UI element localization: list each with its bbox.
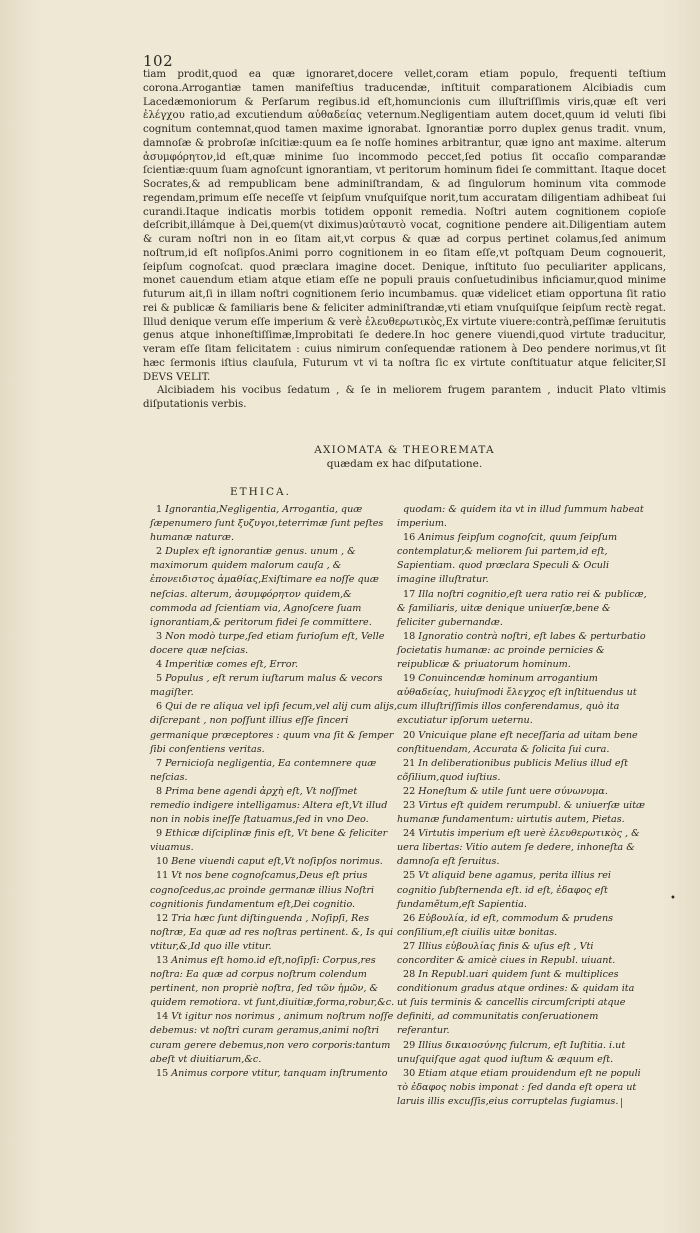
axiom-text: Vnicuique plane eſt neceſſaria ad uitam bene conſtituendam, Accurata & ſolicita ſui cura.	[397, 729, 638, 755]
axiom-number: 26	[403, 912, 416, 924]
axiom-item	[397, 588, 647, 630]
axiom-number: 12	[156, 912, 169, 924]
axiom-text: Bene viuendi caput eſt,Vt noſipſos norimus.	[171, 856, 383, 868]
axiom-item	[397, 757, 647, 785]
axiom-text: Animus corpore vtitur, tanquam inſtrumento	[171, 1067, 388, 1079]
axiom-item	[397, 503, 647, 531]
axiom-item	[397, 672, 647, 728]
axiom-number: 11	[156, 870, 169, 882]
axiom-text: Ignorantia,Negligentia, Arrogantia, quæ ſæpenumero ſunt ξυζυγοι,teterrimæ ſunt peſtes humanæ naturæ.	[150, 504, 384, 544]
axiom-text: Imperitiæ comes eſt, Error.	[165, 659, 299, 671]
axiom-text: Εὐβουλία, id eſt, commodum & prudens conſilium,eſt ciuilis uitæ bonitas.	[397, 912, 614, 938]
axiom-number: 2	[156, 546, 163, 558]
axiom-number: 9	[156, 828, 163, 840]
axiom-number: 22	[403, 785, 416, 797]
axiom-item	[150, 630, 400, 658]
axiom-text: Ignoratio contrà noſtri, eſt labes & perturbatio ſocietatis humanæ: ac proinde pernicies & reipublicæ & priuatorum hominum.	[397, 630, 646, 671]
axiom-number: 1	[156, 504, 163, 515]
axiom-text: Animus ſeipſum cognoſcit, quum ſeipſum contemplatur,& meliorem ſui partem,id eſt, Sapientiam. quod præclara Speculi & Oculi imagine illuſtratur.	[397, 532, 618, 586]
axiom-item	[397, 531, 647, 587]
axiom-item	[397, 799, 647, 827]
axiom-item	[397, 1039, 647, 1067]
axiom-item	[150, 700, 400, 756]
body-paragraph-1: tiam prodit,quod ea quæ ignoraret,docere vellet,coram etiam populo, frequenti teſtium corona.Arrogantiæ tamen manifeſtius traducendæ, inſtituit comparationem Alcibiadis cum Lacedæmoniorum & Perſarum regibus.id eſt,homuncionis cum illuſtriſſimis viris,quæ eſt veri ἐλέγχου ratio,ad excutiendum αὐθαδείας veternum.Negligentiam autem docet,quum id veluti ſibi cognitum contemnat,quod tamen maxime ignorabat. Ignorantiæ porro duplex genus tradit. vnum, damnoſæ & probroſæ inſcitiæ:quum ea ſe noſſe homines arbitrantur, quæ igno ant maxime. alterum ἀσυμφόρητον,id eſt,quæ minime ſuo incommodo peccet,ſed potius ſit occaſio comparandæ ſcientiæ:quum ſuam agnoſcunt ignorantiam, vt peritorum hominum fidei ſe committant. Itaque docet Socrates,& ad rempublicam bene adminiſtrandam, & ad ſingulorum hominum vita commode regendam,primum eſſe neceſſe vt ſeipſum vnuſquiſque norit,tum accuratam diligentiam adhibeat ſui curandi.Itaque indicatis morbis totidem opponit remedia. Noſtri autem cognitionem copioſe deſcribit,illámque à Dei,quem(vt diximus)αὐταυτὸ vocat, cognitione pendere ait.Diligentiam autem & curam noſtri non in eo ſitam ait,vt corpus & quæ ad corpus pertinet colamus,ſed animum noſtrum,id eſt noſipſos.Animi porro cognitionem in eo ſitam eſſe,vt poſtquam Deum cognouerit, ſeipſum cognoſcat. quod præclara imagine docet. Denique, inſtituto ſuo peculiariter applicans, monet cauendum etiam atque etiam eſſe ne populi prauis conſuetudinibus inficiamur,quod minime futurum ait,ſi in illam noſtri cognitionem ſerio incumbamus. quæ videlicet etiam opportuna ſit ratio rei & publicæ & familiaris bene & feliciter adminiſtrandæ,vti etiam vnuſquiſque ſeipſum rectè regat. Illud denique verum eſſe imperium & verè ἐλευθερωτικὸς,Ex virtute viuere:contrà,peſſimæ ſeruitutis genus atque inhoneſtiſſimæ,Improbitati ſe dedere.In hoc genere viuendi,quod virtute traducitur, veram eſſe ſitam felicitatem : cuius nimirum conſequendæ rationem à Deo pendere norimus,vt ſit hæc ſermonis iſtius clauſula, Futurum vt vi ta noſtra ſic ex virtute conſtituatur atque feliciter,SI DEVS VELIT.	[143, 69, 666, 383]
axiom-text: Conuincendæ hominum arrogantium αὐθαδείας, huiuſmodi ἔλεγχος eſt inſtituendus ut cum illuſtriſſimis illos conferendamus, quò ita excutiatur ipſorum ueternu.	[397, 673, 637, 727]
axiom-number: 24	[403, 828, 416, 840]
axiom-text: Vt igitur nos norimus , animum noſtrum noſſe debemus: vt noſtri curam geramus,animi noſtri curam gerere debemus,non vero corporis:tantum abeſt vt diuitiarum,&c.	[150, 1011, 394, 1065]
axiom-item	[150, 503, 400, 545]
axiom-number: 10	[156, 856, 169, 868]
axiom-text: Illa noſtri cognitio,eſt uera ratio rei & publicæ, & familiaris, uitæ denique uniuerſæ,bene & feliciter gubernandæ.	[397, 588, 647, 628]
axiom-number: 18	[403, 630, 416, 642]
axiom-item	[150, 785, 400, 827]
axiom-number: 7	[156, 757, 163, 769]
axiom-text: Ethicæ diſciplinæ finis eſt, Vt bene & feliciter viuamus.	[150, 828, 388, 854]
axiom-text: Honeſtum & utile ſunt uere σύνωνυμα.	[418, 785, 608, 797]
axiom-text: Pernicioſa negligentia, Ea contemnere quæ neſcias.	[150, 757, 377, 783]
axiom-text: Prima bene agendi ἀρχὴ eſt, Vt noſſmet remedio indigere intelligamus: Altera eſt,Vt illud non in nobis ineſſe ſtatuamus,ſed in vno Deo.	[150, 785, 388, 826]
axiom-item	[150, 1067, 400, 1081]
axiom-text: Populus , eſt rerum iuſtarum malus & vecors magiſter.	[150, 673, 383, 699]
axiom-text: Vt aliquid bene agamus, perita illius rei cognitio ſubſternenda eſt. id eſt, ἐδαφος eſt fundamẽtum,eſt Sapientia.	[397, 870, 611, 910]
axiom-item	[150, 855, 400, 869]
axiom-number: 16	[403, 532, 416, 544]
axiom-number: 3	[156, 630, 163, 642]
axiom-item	[397, 968, 647, 1038]
axiom-text: Tria hæc ſunt diſtinguenda , Noſipſi, Res noſtræ, Ea quæ ad res noſtras pertinent. &, Is qui vtitur,&,Id quo ille vtitur.	[150, 912, 394, 952]
axiom-number: 30	[403, 1067, 416, 1079]
axioms-left-column	[150, 503, 400, 1081]
marginal-mark: •	[670, 893, 676, 904]
axiom-text: Non modò turpe,ſed etiam furioſum eſt, Velle docere quæ neſcias.	[150, 630, 385, 656]
section-subtitle: quædam ex hac diſputatione.	[326, 458, 483, 470]
axiom-item	[150, 545, 400, 630]
axiom-number: 21	[403, 757, 416, 769]
section-title: AXIOMATA & THEOREMATA	[314, 444, 495, 456]
axiom-item	[150, 954, 400, 1010]
body-text	[143, 68, 666, 412]
axiom-text: Illius δικαιοσύνης fulcrum, eſt Iuſtitia. i.ut unuſquiſque agat quod iuſtum & æquum eſt.	[397, 1039, 626, 1065]
axiom-item	[397, 827, 647, 869]
axiom-number: 4	[156, 659, 163, 671]
axiom-item	[397, 729, 647, 757]
axiom-item	[150, 757, 400, 785]
axiom-number: 5	[156, 673, 163, 685]
body-paragraph-2: Alcibiadem his vocibus ſedatum , & ſe in meliorem frugem parantem , inducit Plato vltimis diſputationis verbis.	[143, 385, 666, 410]
page-number: 102	[143, 52, 174, 70]
axiom-item	[150, 1010, 400, 1066]
axiom-number: 6	[156, 701, 163, 713]
axiom-text: In deliberationibus publicis Melius illud eſt cõſilium,quod iuſtius.	[397, 757, 629, 783]
axiom-item	[397, 785, 647, 799]
axiom-item	[397, 630, 647, 672]
axiom-number: 29	[403, 1039, 416, 1051]
axiom-number: 14	[156, 1011, 169, 1023]
axiom-item	[397, 1067, 647, 1109]
axiom-item	[150, 658, 400, 672]
axioms-right-column	[397, 503, 647, 1109]
axiom-item	[150, 827, 400, 855]
axiom-number: 20	[403, 729, 416, 741]
axiom-item	[150, 912, 400, 954]
axiom-item	[397, 940, 647, 968]
axiom-text: Qui de re aliqua vel ipſi ſecum,vel alij cum alijs, diſcrepant , non poſſunt illius eſſe ſinceri germanique præceptores : quum vna ſit & ſemper ſibi conſentiens veritas.	[150, 701, 398, 755]
axiom-number: 13	[156, 955, 169, 966]
axiom-number: 27	[403, 940, 416, 952]
axiom-text: Illius εὐβουλίας finis & uſus eſt , Vti concorditer & amicè ciues in Republ. uiuant.	[397, 940, 616, 966]
axiom-number: 19	[403, 673, 416, 685]
axiom-text: Animus eſt homo.id eſt,noſipſi: Corpus,res noſtra: Ea quæ ad corpus noſtrum colendum pertinent, non propriè noſtra, ſed τῶν ἡμῶν, & quidem remotiora. vt ſunt,diuitiæ,forma,robur,&c.	[150, 955, 395, 1009]
axiom-text: quodam: & quidem ita vt in illud ſummum habeat imperium.	[397, 504, 644, 530]
axiom-text: Virtutis imperium eſt uerè ἐλευθερωτικὸς , & uera libertas: Vitio autem ſe dedere, inhoneſta & damnoſa eſt ſeruitus.	[397, 828, 640, 868]
axiom-text: Etiam atque etiam prouidendum eſt ne populi τὸ ἐδαφος nobis imponat : ſed danda eſt opera ut laruis illis excuſſis,eius corruptelas fugiamus.	[397, 1067, 641, 1107]
axiom-number: 28	[403, 969, 416, 981]
axiom-number: 23	[403, 799, 416, 811]
axiom-text: Virtus eſt quidem rerumpubl. & uniuerſæ uitæ humanæ fundamentum: uirtutis autem, Pietas.	[397, 799, 646, 826]
axiom-text: Duplex eſt ignorantiæ genus. unum , & maximorum quidem malorum cauſa , & ἐπονειδιστος ἀμαθίας,Exiſtimare ea noſſe quæ neſcias. alterum, ἀσυμφόρητον quidem,& commoda ad ſcientiam via, Agnoſcere ſuam ignorantiam,& peritorum fidei ſe committere.	[150, 546, 379, 628]
axiom-number: 8	[156, 785, 163, 797]
axiom-item	[397, 869, 647, 911]
axiom-number: 15	[156, 1067, 169, 1079]
margin-tick-mark	[621, 1098, 622, 1108]
axiom-item	[150, 672, 400, 700]
axiom-number: 25	[403, 870, 416, 882]
axiom-text: Vt nos bene cognoſcamus,Deus eſt prius cognoſcedus,ac proinde germanæ illius Noſtri cognitionis fundamentum eſt,Dei cognitio.	[150, 870, 375, 910]
ethica-heading: ETHICA.	[230, 486, 291, 498]
axiom-number: 17	[403, 588, 416, 600]
axiom-text: In Republ.uari quidem ſunt & multiplices conditionum gradus atque ordines: & quidam ita ut ſuis terminis & cancellis circumſcripti atque definiti, ad communitatis conſeruationem referantur.	[397, 969, 635, 1037]
axiom-item	[150, 869, 400, 911]
axiom-item	[397, 912, 647, 940]
